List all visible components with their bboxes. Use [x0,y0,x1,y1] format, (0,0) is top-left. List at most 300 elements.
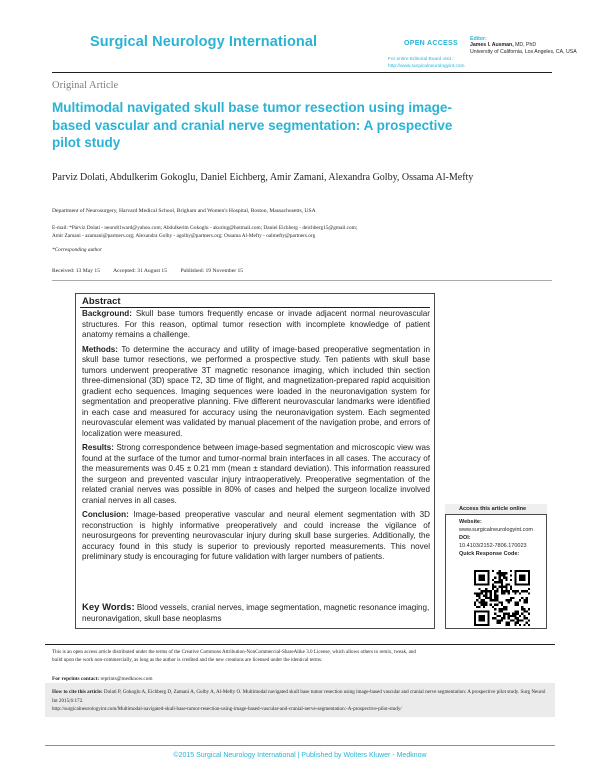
qr-module [476,606,478,608]
qr-module [505,590,507,592]
qr-module [528,579,530,581]
qr-module [478,570,480,572]
qr-module [510,574,512,576]
qr-module [519,577,521,579]
qr-module [519,570,521,572]
qr-module [494,608,496,610]
qr-module [481,590,483,592]
qr-module [501,617,503,619]
qr-module [523,583,525,585]
qr-module [499,574,501,576]
qr-module [481,610,483,612]
qr-module [494,581,496,583]
qr-module [508,601,510,603]
editor-name: James I. Ausman, [470,42,514,49]
qr-module [496,619,498,621]
open-access-label: OPEN ACCESS [404,40,458,47]
qr-module [501,588,503,590]
received-date: Received: 13 May 15 [52,268,101,274]
qr-module [519,619,521,621]
qr-module [483,610,485,612]
qr-module [476,624,478,626]
qr-module [478,592,480,594]
qr-module [505,606,507,608]
qr-module [499,581,501,583]
author-emails [52,224,552,240]
qr-module [499,570,501,572]
qr-module [496,599,498,601]
qr-module [478,595,480,597]
qr-module [523,579,525,581]
qr-module [508,624,510,626]
qr-module [523,624,525,626]
qr-module [505,608,507,610]
qr-module [494,577,496,579]
website-label: Website: [459,519,482,525]
qr-module [508,583,510,585]
qr-module [494,617,496,619]
qr-module [487,581,489,583]
qr-module [508,592,510,594]
keywords [82,603,430,624]
keywords-text: Blood vessels, cranial nerves, image segmentation, magnetic resonance imaging, neuronavigation, skull base neoplasms [82,603,430,623]
qr-code-icon[interactable] [474,570,530,626]
corresponding-author-note: *Corresponding author [52,247,102,253]
reprints-contact [52,676,153,682]
qr-module [478,617,480,619]
qr-module [481,619,483,621]
conclusion-label: Conclusion: [82,510,129,519]
qr-module [478,619,480,621]
editor-degrees: MD, PhD [515,42,537,49]
qr-module [476,570,478,572]
qr-module [521,590,523,592]
citation-label: How to cite this article: [52,689,103,695]
qr-module [514,574,516,576]
qr-module [490,599,492,601]
qr-module [485,588,487,590]
qr-module [505,613,507,615]
qr-module [487,624,489,626]
editor-affiliation: University of California, Los Angeles, CA, USA [470,48,577,55]
qr-module [510,588,512,590]
qr-module [514,590,516,592]
qr-module [508,617,510,619]
site-url[interactable]: http://www.surgicalneurologyint.com [388,63,465,69]
qr-module [478,624,480,626]
qr-module [517,622,519,624]
qr-module [481,601,483,603]
qr-module [483,583,485,585]
qr-module [474,570,476,572]
qr-module [501,619,503,621]
article-title: Multimodal navigated skull base tumor resection using image-based vascular and cranial nerve segmentation: A prospective pilot study [52,100,453,150]
qr-module [492,586,494,588]
qr-module [519,579,521,581]
qr-module [494,604,496,606]
qr-module [505,583,507,585]
qr-module [514,581,516,583]
qr-module [523,577,525,579]
journal-title: Surgical Neurology International [90,34,318,50]
qr-module [514,601,516,603]
qr-module [503,592,505,594]
qr-module [508,613,510,615]
qr-module [501,610,503,612]
abstract-methods [82,345,430,440]
access-body [459,518,545,558]
authors: Parviz Dolati, Abdulkerim Gokoglu, Daniel Eichberg, Amir Zamani, Alexandra Golby, Ossama Al-Mefty [52,172,474,183]
qr-module [503,590,505,592]
qr-module [505,572,507,574]
methods-text: To determine the accuracy and utility of image-based preoperative segmentation in skull base tumor resections, we performed a prospective study. Ten patients with skull base tumors underwent preoperative 3T magnetic resonance imaging, which included thin section three-dimensional (3D) space T2, 3D time of flight, and magnetization-prepared rapid acquisition gradient echo sequences. Imaging sequences were loaded in the neuronavigation system for segmentation and preoperative planning. Five different neurovascular landmarks were identified in each case and measured for accuracy using the neuronavigation system. Each segmented neurovascular element was validated by manual placement of the navigation probe, and errors of localization were measured. [82,344,430,438]
qr-module [474,577,476,579]
qr-module [494,595,496,597]
qr-module [512,597,514,599]
qr-module [517,601,519,603]
qr-module [474,610,476,612]
qr-module [478,597,480,599]
qr-module [487,572,489,574]
qr-module [528,608,530,610]
qr-module [505,599,507,601]
qr-module [521,583,523,585]
results-label: Results: [82,443,114,452]
qr-module [478,574,480,576]
qr-module [481,599,483,601]
qr-module [483,617,485,619]
qr-module [528,592,530,594]
abstract-body [82,309,430,567]
qr-module [526,570,528,572]
qr-module [481,624,483,626]
license-line-2: build upon the work non-commercially, as long as the author is credited and the new creations are licensed under the identical terms. [52,657,323,663]
qr-module [487,570,489,572]
qr-module [514,583,516,585]
qr-module [494,599,496,601]
qr-module [492,588,494,590]
background-text: Skull base tumors frequently encase or invade adjacent normal neurovascular structures. For this reason, optimal tumor resection with incomplete knowledge of patient anatomy remains a challenge. [82,309,430,339]
qr-module [508,599,510,601]
qr-module [476,583,478,585]
qr-module [483,579,485,581]
qr-module [496,572,498,574]
qr-module [526,622,528,624]
keywords-label: Key Words: [82,602,135,613]
qr-module [517,613,519,615]
qr-module [528,624,530,626]
qr-module [526,601,528,603]
qr-module [523,615,525,617]
qr-module [501,592,503,594]
qr-module [483,590,485,592]
article-dates [52,268,255,274]
qr-module [487,613,489,615]
qr-module [485,604,487,606]
qr-module [508,622,510,624]
qr-module [499,610,501,612]
qr-module [501,574,503,576]
qr-module [523,608,525,610]
qr-module [517,619,519,621]
qr-module [528,577,530,579]
qr-module [503,613,505,615]
qr-module [510,570,512,572]
doi-label: DOI: [459,535,471,541]
qr-module [503,586,505,588]
qr-module [474,572,476,574]
qr-module [501,581,503,583]
qr-module [519,615,521,617]
citation-url[interactable]: http://surgicalneurologyint.com/Multimodal-navigated-skull-base-tumor-resection-using-image-based-vascular-and-cranial-nerve-segmentation:-A-prospective-pilot-study/ [52,706,402,712]
qr-module [481,617,483,619]
qr-module [485,597,487,599]
qr-module [490,597,492,599]
qr-module [474,622,476,624]
qr-module [528,574,530,576]
abstract-heading: Abstract [82,296,121,307]
methods-label: Methods: [82,344,118,354]
doi-value[interactable]: 10.4103/2152-7806.170023 [459,543,527,549]
qr-module [526,597,528,599]
qr-module [510,599,512,601]
qr-module [487,619,489,621]
qr-module [514,624,516,626]
dates-rule [52,280,552,281]
qr-module [521,608,523,610]
qr-module [481,604,483,606]
qr-module [474,619,476,621]
qr-module [476,595,478,597]
qr-module [521,619,523,621]
qr-module [503,572,505,574]
qr-label: Quick Response Code: [459,551,520,557]
footer-rule [45,745,555,746]
qr-module [514,615,516,617]
qr-module [519,624,521,626]
qr-module [512,619,514,621]
qr-module [496,581,498,583]
qr-module [474,592,476,594]
qr-module [517,617,519,619]
qr-module [494,592,496,594]
reprints-email[interactable]: reprints@medknow.com [100,676,153,682]
qr-module [526,610,528,612]
qr-module [510,597,512,599]
qr-module [499,601,501,603]
qr-module [517,604,519,606]
qr-module [478,601,480,603]
qr-module [487,577,489,579]
qr-module [499,615,501,617]
qr-module [474,604,476,606]
qr-module [503,608,505,610]
qr-module [492,617,494,619]
emails-line-1: E-mail: *Parviz Dolati - neuro81ward@yahoo.com; Abdulkerim Gokoglu - akuring@hotmail.com; Daniel Eichberg - deichberg15@gmail.com; [52,225,358,231]
qr-module [474,579,476,581]
qr-module [512,615,514,617]
qr-module [528,581,530,583]
qr-module [508,615,510,617]
qr-module [501,572,503,574]
qr-module [494,597,496,599]
qr-module [517,583,519,585]
qr-module [526,583,528,585]
footer-copyright: ©2015 Surgical Neurology International | Published by Wolters Kluwer - Medknow [173,752,427,759]
qr-module [476,610,478,612]
qr-module [505,624,507,626]
qr-module [481,570,483,572]
qr-module [485,583,487,585]
qr-module [517,590,519,592]
qr-module [485,610,487,612]
qr-module [521,606,523,608]
published-date: Published: 19 November 15 [180,268,244,274]
qr-module [494,590,496,592]
qr-module [490,595,492,597]
qr-module [528,570,530,572]
background-label: Background: [82,309,132,318]
qr-module [519,583,521,585]
qr-module [499,622,501,624]
qr-module [496,604,498,606]
qr-module [476,592,478,594]
qr-module [481,577,483,579]
website-link[interactable]: www.surgicalneurologyint.com [459,527,533,533]
qr-module [514,577,516,579]
qr-module [519,592,521,594]
qr-module [501,579,503,581]
qr-module [483,595,485,597]
qr-module [490,604,492,606]
qr-module [517,570,519,572]
qr-module [474,583,476,585]
qr-module [481,579,483,581]
qr-module [492,570,494,572]
affiliation: Department of Neurosurgery, Harvard Medical School, Brigham and Women's Hospital, Boston, Massachusetts, USA [52,208,316,214]
qr-module [521,597,523,599]
article-type: Original Article [52,80,119,91]
qr-module [483,619,485,621]
qr-module [528,613,530,615]
qr-module [499,586,501,588]
qr-module [478,606,480,608]
qr-module [519,599,521,601]
qr-module [483,577,485,579]
qr-module [478,610,480,612]
qr-module [499,579,501,581]
reprints-label: For reprints contact: [52,676,100,682]
qr-module [487,590,489,592]
editorial-board-link[interactable] [388,57,465,70]
qr-module [503,615,505,617]
qr-module [483,599,485,601]
qr-module [528,572,530,574]
qr-module [505,588,507,590]
qr-module [496,597,498,599]
site-label: For entire Editorial Board visit : [388,57,454,62]
qr-module [474,574,476,576]
qr-module [510,619,512,621]
qr-module [487,574,489,576]
qr-module [523,570,525,572]
qr-module [528,619,530,621]
qr-module [483,624,485,626]
qr-module [485,590,487,592]
qr-module [510,586,512,588]
qr-module [496,615,498,617]
qr-module [478,615,480,617]
qr-module [492,599,494,601]
qr-module [528,588,530,590]
qr-module [503,577,505,579]
qr-module [505,577,507,579]
qr-module [481,615,483,617]
qr-module [490,592,492,594]
qr-module [514,613,516,615]
qr-module [501,586,503,588]
qr-module [503,574,505,576]
qr-module [523,610,525,612]
qr-module [523,601,525,603]
qr-module [501,583,503,585]
qr-module [483,604,485,606]
qr-module [485,595,487,597]
qr-module [494,613,496,615]
qr-module [485,592,487,594]
qr-module [492,583,494,585]
qr-module [505,586,507,588]
qr-module [478,579,480,581]
qr-module [519,574,521,576]
qr-module [514,572,516,574]
header-rule [52,72,552,73]
qr-module [514,592,516,594]
citation [52,688,550,714]
qr-module [501,604,503,606]
qr-module [487,610,489,612]
qr-module [523,574,525,576]
abstract-heading-rule [80,307,430,308]
qr-module [512,590,514,592]
qr-module [499,572,501,574]
qr-module [485,624,487,626]
qr-module [474,615,476,617]
qr-module [510,579,512,581]
qr-module [487,597,489,599]
license-text [52,648,552,664]
qr-module [514,617,516,619]
qr-module [485,601,487,603]
qr-module [474,613,476,615]
qr-module [474,624,476,626]
qr-module [481,574,483,576]
qr-module [483,615,485,617]
qr-module [492,579,494,581]
citation-text: Dolati P, Gokoglu A, Eichberg D, Zamani A, Golby A, Al-Mefty O. Multimodal navigated skull base tumor resection using image-based vascular and cranial nerve segmentation: A prospective pilot study. Surg Neurol Int 2015;6:172. [52,689,546,704]
qr-module [478,588,480,590]
qr-module [523,590,525,592]
qr-module [494,586,496,588]
qr-module [521,574,523,576]
qr-module [496,590,498,592]
qr-module [487,579,489,581]
qr-module [474,601,476,603]
qr-module [514,579,516,581]
qr-module [514,570,516,572]
qr-module [517,610,519,612]
emails-line-2: Amir Zamani - azamani@partners.org; Alexandra Golby - agolby@partners.org; Ossama Al-Mefty - oalmefty@partners.org [52,233,316,239]
